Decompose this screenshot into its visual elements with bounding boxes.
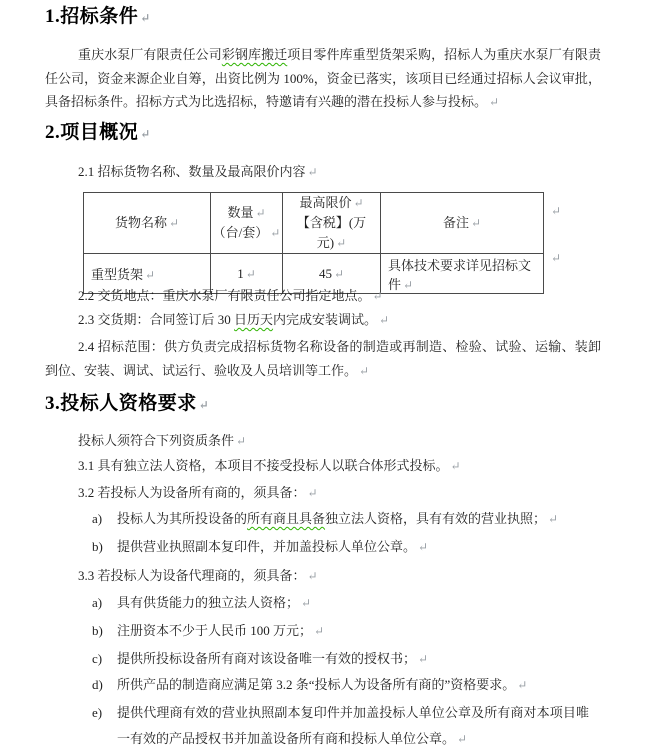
list-item-label: c)	[92, 651, 103, 666]
paragraph-mark-icon: ↵	[270, 226, 281, 240]
clause-3-3	[78, 568, 318, 584]
section-3-heading-text: 3.投标人资格要求	[45, 393, 197, 414]
paragraph-mark-icon: ↵	[489, 95, 500, 110]
header-text: 货物名称	[114, 215, 167, 230]
header-max-price	[283, 193, 381, 254]
paragraph-mark-icon: ↵	[307, 486, 318, 500]
paragraph-mark-icon: ↵	[333, 266, 345, 281]
paragraph-mark-icon: ↵	[403, 277, 414, 292]
clause-text: 2.4 招标范围：供方负责完成招标货物名称设备的制造或再制造、检验、试验、运输、装卸到位、安装、调试、试运行、验收及人员培训等工作。	[45, 339, 601, 378]
paragraph-mark-icon: ↵	[140, 11, 151, 25]
paragraph-mark-icon: ↵	[336, 236, 347, 250]
paragraph-mark-icon: ↵	[457, 732, 468, 746]
paragraph-mark-icon: ↵	[145, 268, 156, 282]
list-item-text: 独立法人资格，具有有效的营业执照；	[325, 511, 547, 526]
table-header-row	[84, 193, 544, 254]
paragraph-mark-icon: ↵	[307, 165, 318, 179]
clause-2-3	[78, 312, 389, 328]
list-item-text: 投标人为其所投设备的	[117, 511, 248, 526]
clause-2-2	[78, 288, 383, 304]
list-item-label: e)	[92, 705, 103, 720]
cell-text: 重型货架	[91, 267, 144, 282]
spellcheck-underline: 彩钢库搬迁	[221, 47, 288, 62]
clause-text: 2.1 招标货物名称、数量及最高限价内容	[78, 164, 306, 179]
spellcheck-underline: 所有商且具备	[247, 511, 326, 526]
paragraph-text: 重庆水泵厂有限责任公司	[78, 47, 222, 62]
section-1-paragraph	[45, 43, 601, 115]
header-text: 备注	[442, 215, 469, 230]
paragraph-mark-icon: ↵	[470, 216, 482, 230]
list-item-3-3-a	[92, 590, 589, 616]
section-2-heading-text: 2.项目概况	[45, 122, 139, 143]
clause-text: 投标人须符合下列资质条件	[78, 433, 235, 448]
paragraph-mark-icon: ↵	[551, 204, 562, 218]
list-item-3-3-c	[92, 646, 589, 672]
list-item-3-3-e	[92, 700, 589, 750]
clause-text: 内完成安装调试。	[273, 312, 378, 327]
section-1-heading	[45, 6, 151, 29]
list-item-text: 注册资本不少于人民币 100 万元；	[117, 623, 313, 638]
paragraph-mark-icon: ↵	[140, 127, 151, 141]
paragraph-mark-icon: ↵	[548, 512, 559, 526]
clause-text: 3.2 若投标人为设备所有商的，须具备：	[78, 485, 306, 500]
cell-remarks	[381, 254, 544, 294]
section-3-intro	[78, 433, 246, 449]
header-remarks	[381, 193, 544, 254]
cell-text: 具体技术要求详见招标文件	[388, 257, 532, 292]
clause-2-4	[45, 335, 601, 383]
clause-text: 2.2 交货地点：重庆水泵厂有限责任公司指定地点。	[78, 288, 371, 303]
goods-table-grid	[83, 192, 544, 294]
paragraph-mark-icon: ↵	[379, 313, 390, 327]
list-item-label: b)	[92, 623, 103, 638]
list-item-text: 所供产品的制造商应满足第 3.2 条“投标人为设备所有商的”资格要求。	[117, 677, 516, 692]
header-text: 【含税】(万元)	[296, 215, 367, 250]
list-item-text: 具有供货能力的独立法人资格；	[117, 595, 300, 610]
paragraph-text: 项目零件库重型货架采购，招标人为重庆水泵厂有限责任公司，资金来源企业自筹，出资比例为 100%，资金已落实，该项目已经通过招标人会议审批，具备招标条件。招标方式为比选招标，特邀请有兴趣的潜在投标人参与投标。	[45, 47, 601, 110]
paragraph-mark-icon: ↵	[198, 398, 210, 412]
header-text: 最高限价	[299, 195, 352, 210]
spellcheck-underline: 日历天	[234, 312, 274, 327]
cell-text: 1	[237, 265, 244, 281]
paragraph-mark-icon: ↵	[301, 596, 312, 610]
paragraph-mark-icon: ↵	[236, 434, 247, 448]
section-3-heading	[45, 393, 209, 416]
goods-table	[83, 192, 544, 294]
paragraph-mark-icon: ↵	[551, 251, 562, 265]
paragraph-mark-icon: ↵	[168, 216, 180, 230]
paragraph-mark-icon: ↵	[418, 540, 429, 554]
paragraph-mark-icon: ↵	[314, 624, 325, 638]
clause-text: 3.3 若投标人为设备代理商的，须具备：	[78, 568, 306, 583]
header-text: （台/套）	[212, 225, 269, 240]
clause-3-2	[78, 485, 318, 501]
list-item-3-2-a	[92, 506, 589, 532]
list-item-text: 提供代理商有效的营业执照副本复印件并加盖投标人单位公章及所有商对本项目唯一有效的产品授权书并加盖设备所有商和投标人单位公章。	[117, 705, 589, 746]
paragraph-mark-icon: ↵	[359, 364, 370, 378]
clause-3-1	[78, 458, 461, 474]
section-1-heading-text: 1.招标条件	[45, 6, 139, 27]
list-item-3-3-b	[92, 618, 589, 644]
list-item-label: a)	[92, 595, 103, 610]
list-item-text: 提供所投标设备所有商对该设备唯一有效的授权书；	[117, 651, 417, 666]
clause-text: 2.3 交货期：合同签订后 30	[78, 312, 235, 327]
header-text: 数量	[227, 205, 254, 220]
header-goods-name	[84, 193, 211, 254]
list-item-label: a)	[92, 511, 103, 526]
paragraph-mark-icon: ↵	[307, 569, 318, 583]
paragraph-mark-icon: ↵	[353, 196, 364, 210]
paragraph-mark-icon: ↵	[372, 289, 383, 303]
paragraph-mark-icon: ↵	[450, 459, 461, 473]
list-item-3-3-d	[92, 672, 589, 698]
list-item-label: b)	[92, 539, 103, 554]
paragraph-mark-icon: ↵	[255, 206, 266, 220]
section-2-heading	[45, 122, 151, 145]
paragraph-mark-icon: ↵	[517, 678, 528, 692]
list-item-3-2-b	[92, 534, 589, 560]
list-item-label: d)	[92, 677, 103, 692]
list-item-text: 提供营业执照副本复印件，并加盖投标人单位公章。	[117, 539, 417, 554]
clause-text: 3.1 具有独立法人资格，本项目不接受投标人以联合体形式投标。	[78, 458, 449, 473]
paragraph-mark-icon: ↵	[245, 266, 256, 281]
cell-text: 45	[318, 265, 332, 281]
header-quantity	[211, 193, 283, 254]
paragraph-mark-icon: ↵	[418, 652, 429, 666]
clause-2-1	[78, 164, 318, 180]
